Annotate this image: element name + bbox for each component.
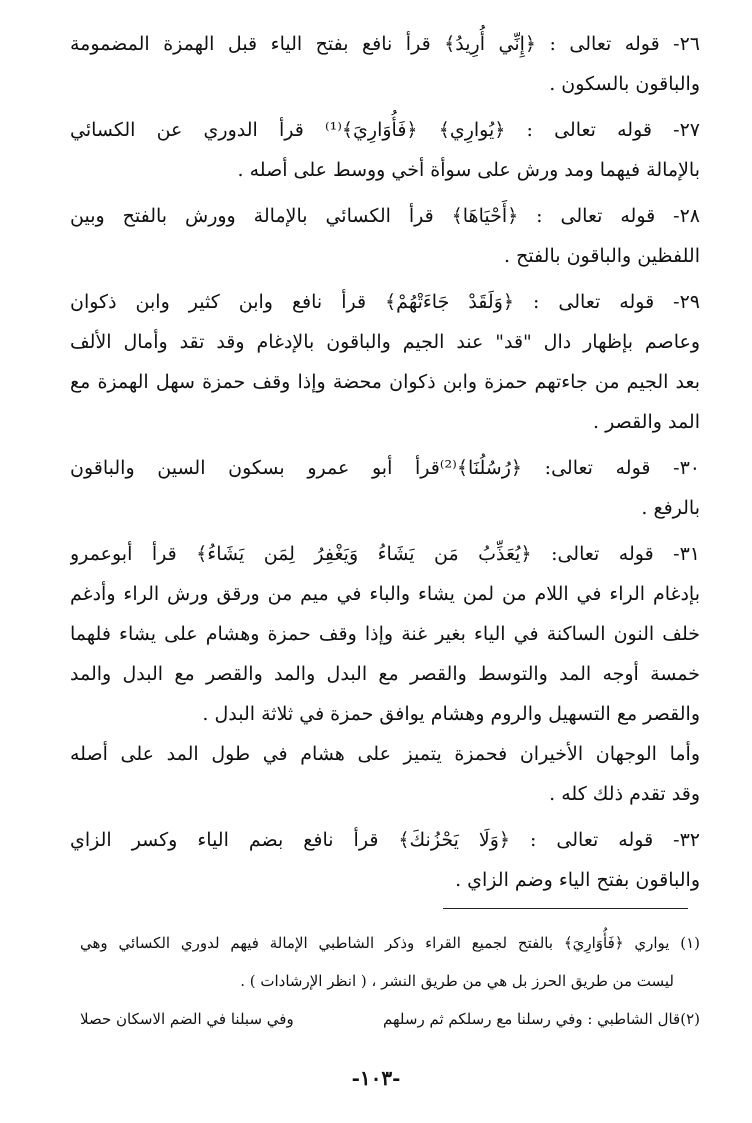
verse-30 [70, 448, 700, 528]
text-line: ٢٦- قوله تعالى : ﴿إِنِّي أُرِيدُ﴾ قرأ نافع بفتح الياء قبل الهمزة المضمومة [70, 33, 700, 55]
verse-27 [70, 110, 700, 190]
text-line: والباقون بفتح الياء وضم الزاي . [455, 869, 700, 891]
text-line: ٣٠- قوله تعالى: ﴿رُسُلُنَا﴾⁽²⁾قرأ أبو عمرو بسكون السين والباقون [70, 457, 700, 479]
text-line: وقد تقدم ذلك كله . [549, 783, 700, 805]
verse-32 [70, 820, 700, 900]
footnote-divider [443, 908, 688, 909]
page-number: -١٠٣- [351, 1066, 401, 1090]
text-line: ٢٩- قوله تعالى : ﴿وَلَقَدْ جَاءَتْهُمْ﴾ قرأ نافع وابن كثير وابن ذكوان [70, 291, 700, 313]
footnote-2-hemistich-1: (٢)قال الشاطبي : وفي رسلنا مع رسلكم ثم رسلهم [383, 1010, 700, 1028]
footnotes [80, 924, 700, 1038]
text-line: ٢٧- قوله تعالى : ﴿يُوارِي﴾ ﴿فَأُوَارِيَ﴾⁽¹⁾ قرأ الدوري عن الكسائي [70, 119, 700, 141]
verse-28 [70, 196, 700, 276]
text-line: بالرفع . [641, 497, 700, 519]
text-line: ٣١- قوله تعالى: ﴿يُعَذِّبُ مَن يَشَاءُ وَيَغْفِرُ لِمَن يَشَاءُ﴾ قرأ أبوعمرو [70, 543, 700, 565]
footnote-2-hemistich-2: وفي سبلنا في الضم الاسكان حصلا [80, 1010, 294, 1028]
text-line: ٢٨- قوله تعالى : ﴿أَحْيَاهَا﴾ قرأ الكسائي بالإمالة وورش بالفتح وبين [70, 205, 700, 227]
text-line: ٣٢- قوله تعالى : ﴿وَلَا يَحْزُنكَ﴾ قرأ نافع بضم الياء وكسر الزاي [70, 829, 700, 851]
text-line: والقصر مع التسهيل والروم وهشام يوافق حمزة في ثلاثة البدل . [202, 703, 700, 725]
footnote-2 [80, 1000, 700, 1038]
footnote-1-line-2: ليست من طريق الحرز بل هي من طريق النشر ، ( انظر الإرشادات ) . [240, 972, 674, 990]
text-line: خمسة أوجه المد والتوسط والقصر مع البدل والمد والقصر مع البدل والمد [70, 663, 700, 685]
verse-26 [70, 24, 700, 104]
verse-29 [70, 282, 700, 442]
text-line: بالإمالة فيهما ومد ورش على سوأة أخي ووسط على أصله . [237, 159, 700, 181]
text-line: بعد الجيم من جاءتهم حمزة وابن ذكوان محضة وإذا وقف حمزة سهل الهمزة مع [70, 371, 700, 393]
text-line: بإدغام الراء في اللام من لمن يشاء والباء في ميم من ورقق ورش الراء وأدغم [70, 583, 700, 605]
text-line: اللفظين والباقون بالفتح . [503, 245, 700, 267]
text-line: المد والقصر . [593, 411, 700, 433]
footnote-1-line-1: (١) يواري ﴿فَأُوَارِيَ﴾ بالفتح لجميع القراء وذكر الشاطبي الإمالة فيهم لدوري الكسائي وهي [80, 934, 700, 952]
page-body [70, 24, 700, 900]
text-line: خلف النون الساكنة في الياء بغير غنة وإذا وقف حمزة وهشام على يشاء فلهما [70, 623, 700, 645]
verse-31-continuation [70, 734, 700, 814]
text-line: والباقون بالسكون . [549, 73, 700, 95]
text-line: وعاصم بإظهار دال "قد" عند الجيم والباقون بالإدغام وقد تقد وأمال الألف [70, 331, 700, 353]
text-line: وأما الوجهان الأخيران فحمزة يتميز على هشام في طول المد على أصله [70, 743, 700, 765]
verse-31 [70, 534, 700, 734]
